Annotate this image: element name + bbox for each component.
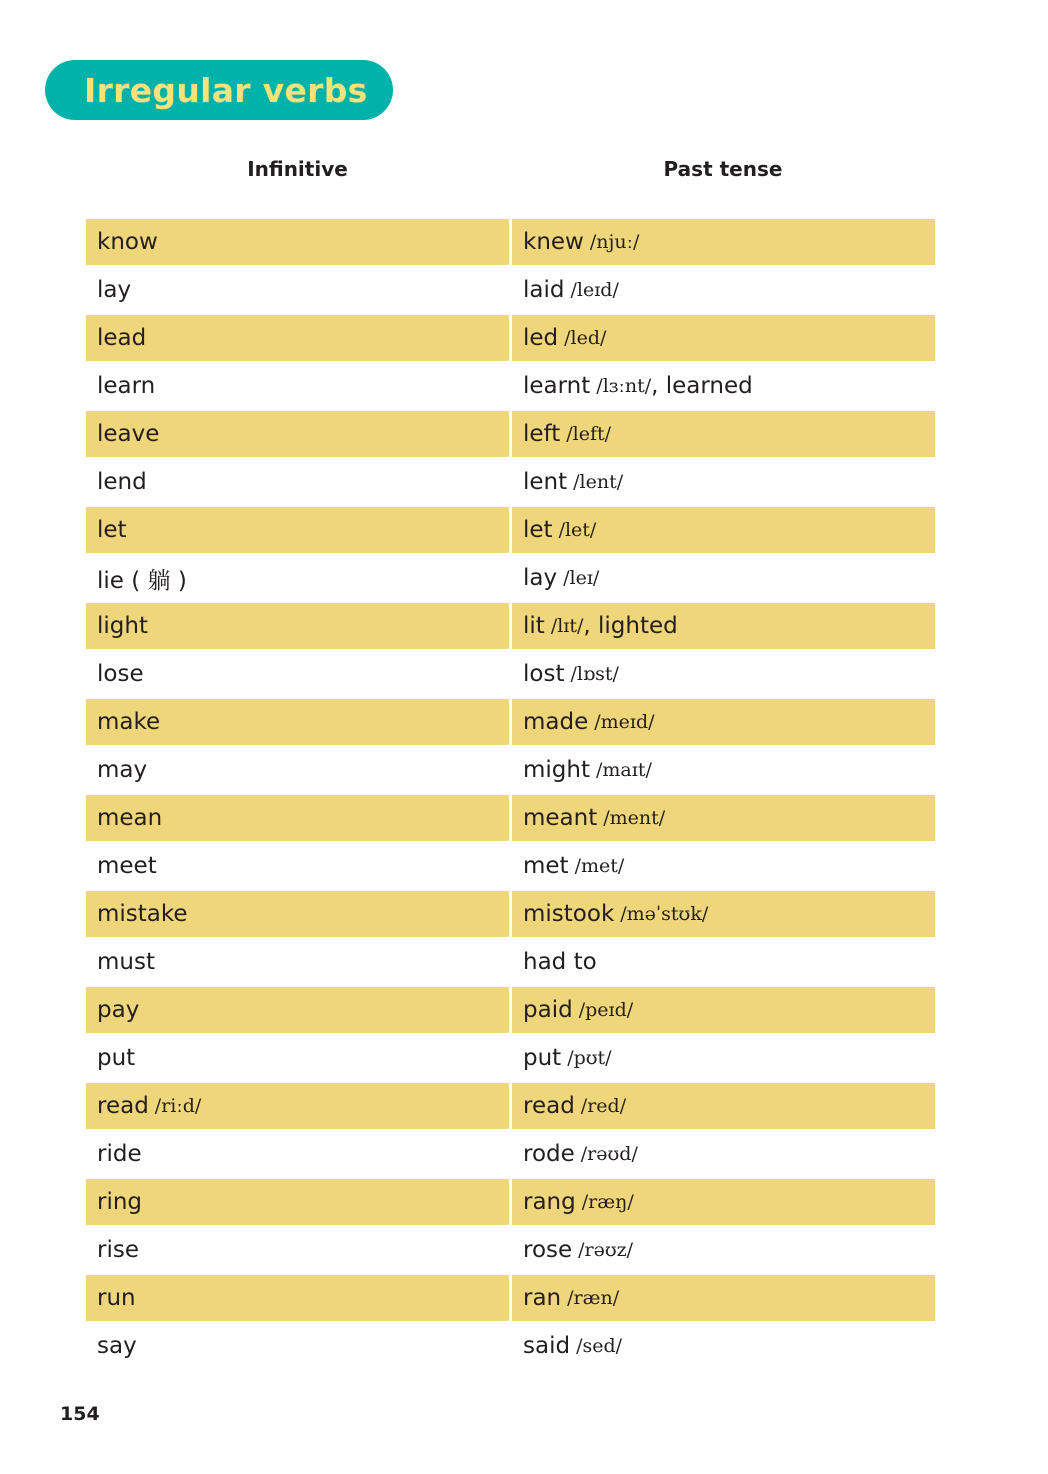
infinitive-cell [86, 1083, 509, 1129]
infinitive-cell [86, 939, 509, 985]
infinitive-cell [86, 411, 509, 457]
infinitive-word: meet [97, 853, 157, 879]
past-tense-cell [512, 1035, 935, 1081]
past-tense-pronunciation: /məˈstʊk/ [620, 903, 709, 925]
past-tense-pronunciation: /pʊt/ [567, 1047, 612, 1069]
past-tense-cell [512, 651, 935, 697]
past-tense-alternative: , lighted [583, 613, 678, 639]
past-tense-word: lent [523, 469, 568, 495]
infinitive-word: mean [97, 805, 163, 831]
infinitive-cell [86, 1131, 509, 1177]
past-tense-pronunciation: /let/ [558, 519, 597, 541]
past-tense-cell [512, 699, 935, 745]
past-tense-word: left [523, 421, 561, 447]
infinitive-cell [86, 219, 509, 265]
past-tense-cell [512, 795, 935, 841]
past-tense-word: might [523, 757, 590, 783]
infinitive-word: rise [97, 1237, 139, 1263]
past-tense-pronunciation: /lɒst/ [570, 663, 619, 685]
infinitive-word: put [97, 1045, 136, 1071]
past-tense-cell [512, 1179, 935, 1225]
past-tense-pronunciation: /lɪt/ [550, 615, 584, 637]
title-banner [45, 60, 393, 120]
past-tense-cell [512, 1131, 935, 1177]
past-tense-cell [512, 315, 935, 361]
past-tense-pronunciation: /met/ [574, 855, 625, 877]
past-tense-pronunciation: /left/ [566, 423, 612, 445]
infinitive-word: lay [97, 277, 132, 303]
table-row [86, 794, 935, 842]
infinitive-cell [86, 267, 509, 313]
table-row [86, 1322, 935, 1370]
past-tense-word: said [523, 1333, 571, 1359]
table-row [86, 218, 935, 266]
table-row [86, 314, 935, 362]
past-tense-cell [512, 1227, 935, 1273]
past-tense-word: meant [523, 805, 598, 831]
past-tense-pronunciation: /lent/ [573, 471, 624, 493]
past-tense-pronunciation: /lɜːnt/ [596, 375, 652, 397]
table-row [86, 266, 935, 314]
past-tense-pronunciation: /meɪd/ [594, 711, 655, 733]
infinitive-cell [86, 843, 509, 889]
table-row [86, 1226, 935, 1274]
infinitive-cell [86, 507, 509, 553]
past-tense-cell [512, 411, 935, 457]
past-tense-pronunciation: /leɪ/ [563, 567, 600, 589]
infinitive-word: lie ( 躺 ) [97, 567, 187, 594]
past-tense-word: learnt [523, 373, 591, 399]
column-header-infinitive: Infinitive [247, 157, 348, 181]
infinitive-cell [86, 699, 509, 745]
past-tense-word: ran [523, 1285, 562, 1311]
infinitive-cell [86, 747, 509, 793]
infinitive-cell [86, 603, 509, 649]
page-title: Irregular verbs [84, 70, 368, 110]
past-tense-alternative: , learned [651, 373, 753, 399]
past-tense-word: lay [523, 565, 558, 591]
infinitive-cell [86, 555, 509, 601]
past-tense-pronunciation: /red/ [580, 1095, 627, 1117]
infinitive-word: lend [97, 469, 147, 495]
infinitive-cell [86, 891, 509, 937]
infinitive-cell [86, 459, 509, 505]
table-row [86, 1034, 935, 1082]
infinitive-word: must [97, 949, 155, 975]
past-tense-word: had to [523, 949, 597, 975]
infinitive-cell [86, 363, 509, 409]
past-tense-cell [512, 1323, 935, 1369]
past-tense-pronunciation: /leɪd/ [570, 279, 619, 301]
infinitive-word: ring [97, 1189, 143, 1215]
table-row [86, 362, 935, 410]
past-tense-cell [512, 1083, 935, 1129]
table-row [86, 602, 935, 650]
infinitive-word: run [97, 1285, 136, 1311]
past-tense-pronunciation: /peɪd/ [578, 999, 634, 1021]
past-tense-word: read [523, 1093, 575, 1119]
infinitive-word: know [97, 229, 158, 255]
past-tense-word: laid [523, 277, 565, 303]
infinitive-word: lose [97, 661, 144, 687]
past-tense-cell [512, 891, 935, 937]
past-tense-cell [512, 987, 935, 1033]
infinitive-word: pay [97, 997, 140, 1023]
table-row [86, 746, 935, 794]
past-tense-word: made [523, 709, 589, 735]
past-tense-pronunciation: /led/ [564, 327, 607, 349]
infinitive-word: read [97, 1093, 149, 1119]
past-tense-cell [512, 219, 935, 265]
infinitive-cell [86, 1227, 509, 1273]
past-tense-word: rang [523, 1189, 576, 1215]
past-tense-pronunciation: /ræŋ/ [581, 1191, 634, 1213]
past-tense-pronunciation: /njuː/ [589, 231, 640, 253]
past-tense-cell [512, 603, 935, 649]
past-tense-pronunciation: /ment/ [603, 807, 666, 829]
infinitive-word: learn [97, 373, 156, 399]
infinitive-word: leave [97, 421, 160, 447]
infinitive-cell [86, 315, 509, 361]
infinitive-word: say [97, 1333, 137, 1359]
infinitive-word: let [97, 517, 127, 543]
past-tense-cell [512, 1275, 935, 1321]
table-row [86, 698, 935, 746]
infinitive-word: make [97, 709, 161, 735]
infinitive-cell [86, 1275, 509, 1321]
table-row [86, 506, 935, 554]
infinitive-word: mistake [97, 901, 188, 927]
past-tense-cell [512, 267, 935, 313]
table-row [86, 458, 935, 506]
table-row [86, 1178, 935, 1226]
infinitive-word: may [97, 757, 148, 783]
past-tense-pronunciation: /maɪt/ [596, 759, 652, 781]
past-tense-word: led [523, 325, 559, 351]
past-tense-pronunciation: /rəʊd/ [580, 1143, 638, 1165]
verb-table [86, 218, 935, 1370]
infinitive-word: light [97, 613, 148, 639]
past-tense-cell [512, 555, 935, 601]
past-tense-word: knew [523, 229, 584, 255]
past-tense-word: mistook [523, 901, 615, 927]
past-tense-word: rode [523, 1141, 575, 1167]
past-tense-pronunciation: /rəʊz/ [578, 1239, 634, 1261]
past-tense-word: rose [523, 1237, 573, 1263]
past-tense-cell [512, 843, 935, 889]
past-tense-cell [512, 507, 935, 553]
infinitive-cell [86, 1179, 509, 1225]
past-tense-cell [512, 459, 935, 505]
past-tense-pronunciation: /sed/ [576, 1335, 623, 1357]
infinitive-pronunciation: /riːd/ [154, 1095, 202, 1117]
past-tense-word: met [523, 853, 569, 879]
table-row [86, 650, 935, 698]
infinitive-cell [86, 651, 509, 697]
table-row [86, 554, 935, 602]
infinitive-cell [86, 795, 509, 841]
infinitive-word: ride [97, 1141, 142, 1167]
infinitive-cell [86, 1323, 509, 1369]
past-tense-pronunciation: /ræn/ [567, 1287, 620, 1309]
column-header-past-tense: Past tense [663, 157, 783, 181]
past-tense-word: lit [523, 613, 545, 639]
table-row [86, 842, 935, 890]
table-row [86, 1082, 935, 1130]
infinitive-cell [86, 1035, 509, 1081]
table-row [86, 890, 935, 938]
infinitive-cell [86, 987, 509, 1033]
table-row [86, 1130, 935, 1178]
past-tense-word: lost [523, 661, 565, 687]
table-row [86, 986, 935, 1034]
table-row [86, 1274, 935, 1322]
page-number: 154 [60, 1403, 100, 1425]
past-tense-cell [512, 747, 935, 793]
past-tense-word: paid [523, 997, 573, 1023]
past-tense-cell [512, 939, 935, 985]
infinitive-word: lead [97, 325, 147, 351]
past-tense-word: let [523, 517, 553, 543]
table-row [86, 410, 935, 458]
past-tense-word: put [523, 1045, 562, 1071]
table-row [86, 938, 935, 986]
past-tense-cell [512, 363, 935, 409]
